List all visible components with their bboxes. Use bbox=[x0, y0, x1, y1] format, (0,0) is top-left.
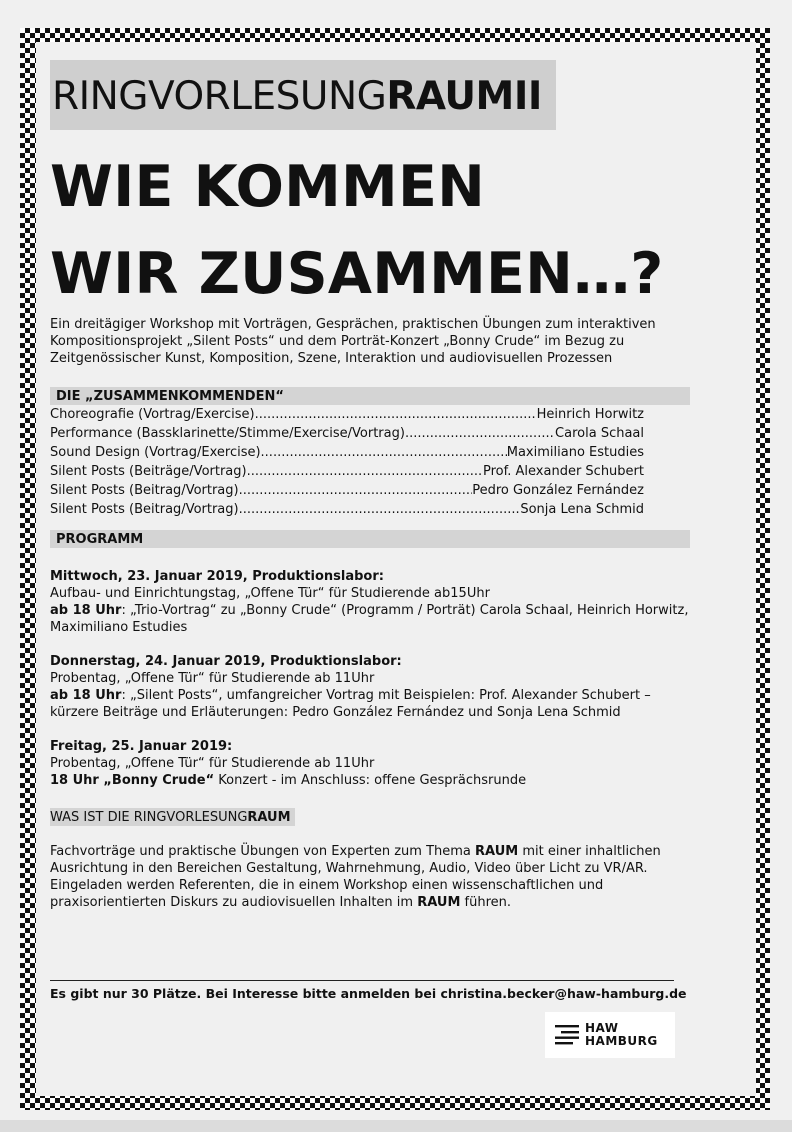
about-heading: WAS IST DIE RINGVORLESUNGRAUM bbox=[50, 808, 295, 826]
program-day-evening: ab 18 Uhr: „Trio-Vortrag“ zu „Bonny Crude“ (Programm / Porträt) Carola Schaal, Heinrich Horwitz, Maximiliano Estudies bbox=[50, 603, 689, 635]
program-day-title: Mittwoch, 23. Januar 2019, Produktionslabor: bbox=[50, 569, 384, 584]
about-heading-row bbox=[50, 806, 690, 826]
participants-list bbox=[50, 405, 690, 519]
credit-row: Silent Posts (Beiträge/Vortrag) ..... Prof. Alexander Schubert bbox=[50, 462, 644, 481]
logo-line-1: HAW bbox=[585, 1021, 619, 1035]
participants-heading: DIE „ZUSAMMENKOMMENDEN“ bbox=[50, 387, 690, 405]
credit-row: Silent Posts (Beitrag/Vortrag) ..... Pedro González Fernández bbox=[50, 481, 644, 500]
program-day-evening: ab 18 Uhr: „Silent Posts“, umfangreicher Vortrag mit Beispielen: Prof. Alexander Schubert – kürzere Beiträge und Erläuterungen: Pedro González Fernández und Sonja Lena Schmid bbox=[50, 688, 651, 720]
headline-line-1: WIE KOMMEN bbox=[50, 154, 486, 220]
series-title bbox=[50, 60, 556, 130]
logo-line-2: HAMBURG bbox=[585, 1034, 658, 1048]
program-heading: PROGRAMM bbox=[50, 530, 690, 548]
intro-text: Ein dreitägiger Workshop mit Vorträgen, Gesprächen, praktischen Übungen zum interaktiven Kompositionsprojekt „Silent Posts“ und dem Porträt-Konzert „Bonny Crude“ im Bezug zu Zeitgenössischer Kunst, Komposition, Szene, Interaktion und audiovisuellen Prozessen bbox=[50, 317, 656, 366]
headline-line-2: WIR ZUSAMMEN…? bbox=[50, 241, 664, 307]
program-day-evening: 18 Uhr „Bonny Crude“ Konzert - im Anschluss: offene Gesprächsrunde bbox=[50, 773, 527, 788]
series-title-bold: RAUMII bbox=[386, 74, 542, 119]
haw-hamburg-logo bbox=[545, 1012, 675, 1058]
credit-row: Choreografie (Vortrag/Exercise) ..... Heinrich Horwitz bbox=[50, 405, 644, 424]
program-day bbox=[50, 653, 690, 721]
program-day-line: Aufbau- und Einrichtungstag, „Offene Tür“ für Studierende ab15Uhr bbox=[50, 586, 490, 601]
haw-lines-icon bbox=[555, 1024, 579, 1046]
bottom-strip bbox=[0, 1120, 792, 1132]
series-title-light: RINGVORLESUNG bbox=[52, 74, 387, 119]
credit-row: Silent Posts (Beitrag/Vortrag) ..... Sonja Lena Schmid bbox=[50, 500, 644, 519]
credit-row: Performance (Bassklarinette/Stimme/Exercise/Vortrag) ..... Carola Schaal bbox=[50, 424, 644, 443]
registration-note: Es gibt nur 30 Plätze. Bei Interesse bitte anmelden bei christina.becker@haw-hamburg.de bbox=[50, 980, 674, 1001]
logo-text bbox=[585, 1022, 658, 1048]
poster-content bbox=[50, 60, 690, 911]
program-day-title: Donnerstag, 24. Januar 2019, Produktionslabor: bbox=[50, 654, 402, 669]
program-day-line: Probentag, „Offene Tür“ für Studierende ab 11Uhr bbox=[50, 671, 375, 686]
about-text: Fachvorträge und praktische Übungen von Experten zum Thema RAUM mit einer inhaltlichen Ausrichtung in den Bereichen Gestaltung, Wahrnehmung, Audio, Video über Licht zu VR/AR. Eingeladen werden Referenten, die in einem Workshop einen wissenschaftlichen und praxisorientierten Diskurs zu audiovisuellen Inhalten im RAUM führen. bbox=[50, 844, 661, 910]
program-day-line: Probentag, „Offene Tür“ für Studierende ab 11Uhr bbox=[50, 756, 375, 771]
program-day-title: Freitag, 25. Januar 2019: bbox=[50, 739, 233, 754]
program-day bbox=[50, 738, 690, 789]
program-day bbox=[50, 568, 690, 636]
credit-row: Sound Design (Vortrag/Exercise).... ..... Maximiliano Estudies bbox=[50, 443, 644, 462]
